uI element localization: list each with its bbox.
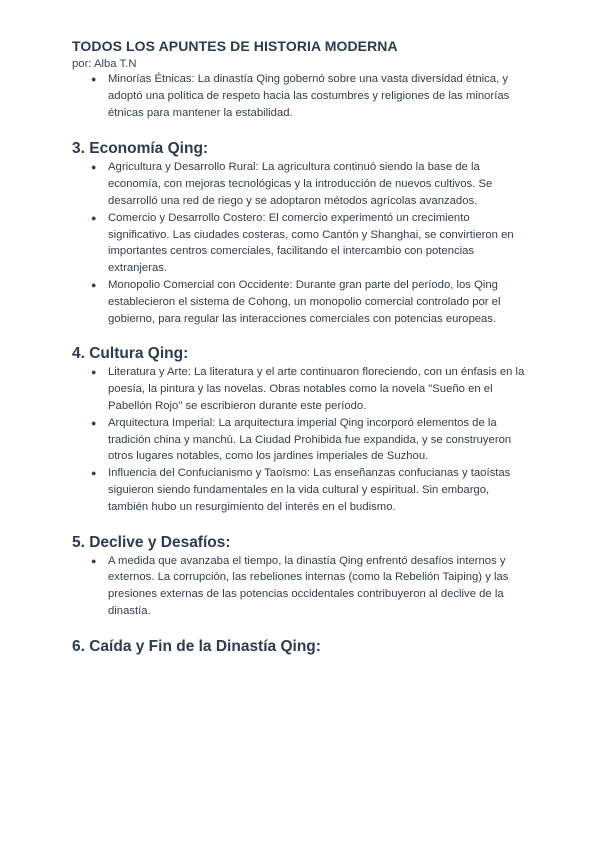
declive-list [72,553,532,620]
bullet-icon: ● [91,417,97,428]
list-item [72,465,532,515]
document-title: TODOS LOS APUNTES DE HISTORIA MODERNA [72,38,398,54]
list-item [72,553,532,620]
bullet-icon: ● [91,555,97,566]
list-item-text: Arquitectura Imperial: La arquitectura imperial Qing incorporó elementos de la tradición china y manchú. La Ciudad Prohibida fue expandida, y se construyeron otros lugares notables, como los jardines imperiales de Suzhou. [108,416,512,463]
bullet-icon: ● [91,279,97,290]
bullet-icon: ● [91,74,97,84]
bullet-icon: ● [91,468,97,479]
bullet-icon: ● [91,162,97,173]
bullet-icon: ● [91,367,97,378]
list-item [72,364,532,414]
list-item [72,415,532,465]
section-heading-declive: 5. Declive y Desafíos: [72,533,231,551]
list-item-text: Influencia del Confucianismo y Taoísmo: Las enseñanzas confucianas y taoístas siguieron siendo fundamentales en la vida cultural y espiritual. Sin embargo, también hubo un resurgimiento del interés en el budismo. [108,467,511,513]
list-item [72,277,532,327]
document-author: por: Alba T.N [72,58,137,70]
section-heading-cultura: 4. Cultura Qing: [72,345,189,363]
list-item [72,159,532,209]
document-page [72,37,532,657]
list-item-text: Comercio y Desarrollo Costero: El comercio experimentó un crecimiento significativo. Las ciudades costeras, como Cantón y Shanghai, se convirtieron en importantes centros comerciales, facilitando el intercambio con potencias extranjeras. [108,211,514,275]
section-heading-caida: 6. Caída y Fin de la Dinastía Qing: [72,637,321,655]
list-item [72,210,532,277]
intro-list [72,71,532,121]
list-item-text: Agricultura y Desarrollo Rural: La agricultura continuó siendo la base de la economía, con mejoras tecnológicas y la introducción de nuevos cultivos. Se desarrolló una red de riego y se adoptaron métodos agrícolas avanzados. [108,161,493,207]
cultura-list [72,364,532,515]
economia-list [72,159,532,327]
bullet-icon: ● [91,212,97,223]
section-heading-economia: 3. Economía Qing: [72,140,209,158]
list-item-text: Literatura y Arte: La literatura y el arte continuaron floreciendo, con un énfasis en la poesía, la pintura y las novelas. Obras notables como la novela "Sueño en el Pabellón Rojo" se escribieron durante este período. [108,366,525,412]
list-item [72,71,532,121]
list-item-text: Minorías Étnicas: La dinastía Qing gobernó sobre una vasta diversidad étnica, y adoptó una política de respeto hacia las costumbres y religiones de las minorías étnicas para mantener la estabilidad. [108,73,510,119]
list-item-text: Monopolio Comercial con Occidente: Durante gran parte del período, los Qing establecieron el sistema de Cohong, un monopolio comercial controlado por el gobierno, para regular las interacciones comerciales con potencias europeas. [108,278,501,325]
list-item-text: A medida que avanzaba el tiempo, la dinastía Qing enfrentó desafíos internos y externos. La corrupción, las rebeliones internas (como la Rebelión Taiping) y las presiones externas de las potencias occidentales contribuyeron al declive de la dinastía. [108,554,509,617]
